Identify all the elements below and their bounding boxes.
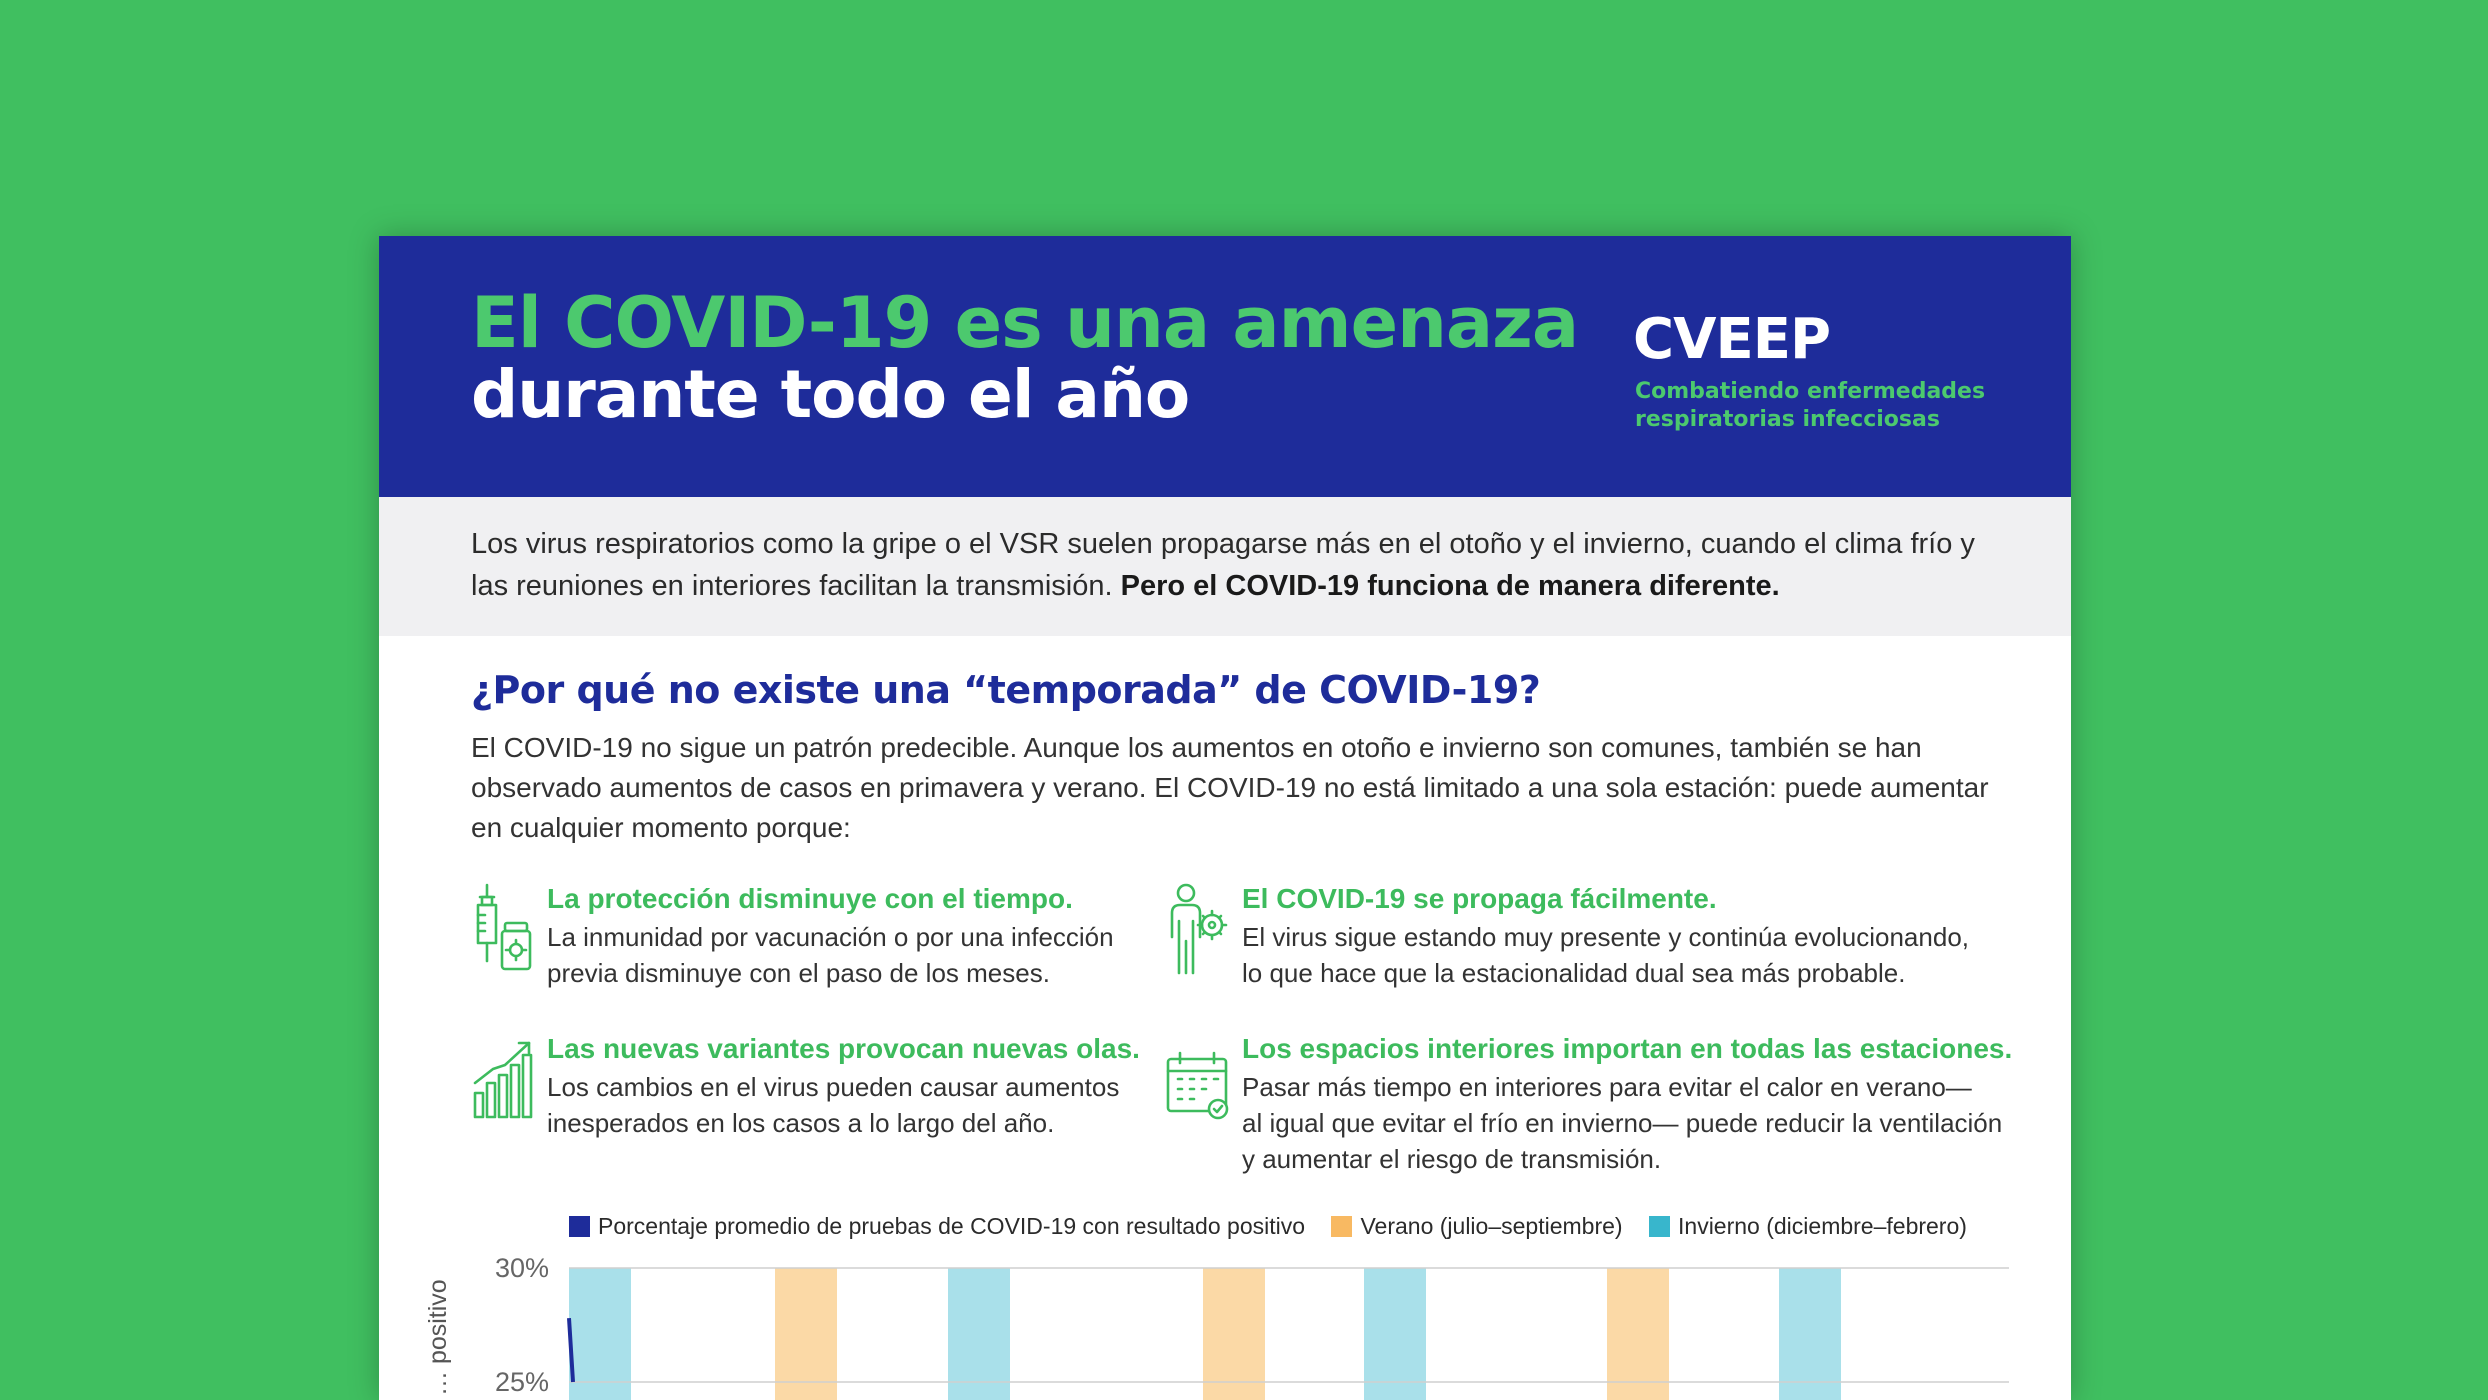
intro-bold-text: Pero el COVID-19 funciona de manera diferente. [1120, 570, 1780, 602]
reason-text-line: y aumentar el riesgo de transmisión. [1242, 1144, 1662, 1174]
section-body: El COVID-19 no sigue un patrón predecible. Aunque los aumentos en otoño e invierno son comunes, también se han observado aumentos de casos en primavera y verano. El COVID-19 no está limitado a una sola estación: puede aumentar en cualquier momento porque: [471, 732, 1989, 843]
reason-text-line: previa disminuye con el paso de los meses. [547, 958, 1050, 988]
reason-text-line: El virus sigue estando muy presente y continúa evolucionando, [1242, 922, 1969, 952]
intro-panel [379, 497, 2071, 636]
calendar-icon [1166, 1031, 1230, 1131]
logo-tagline-line-1: Combatiendo enfermedades [1635, 379, 1986, 404]
chart-legend [569, 1211, 1967, 1241]
legend-label-series: Porcentaje promedio de pruebas de COVID-19 con resultado positivo [598, 1213, 1306, 1239]
winter-band [948, 1268, 1010, 1400]
winter-band [569, 1268, 631, 1400]
winter-band [1364, 1268, 1426, 1400]
reason-title: El COVID-19 se propaga fácilmente. [1242, 883, 1717, 914]
logo-tagline [1635, 378, 2055, 434]
summer-band [775, 1268, 837, 1400]
title-line-1: El COVID-19 es una amenaza [471, 282, 1579, 364]
logo-tagline-line-2: respiratorias infecciosas [1635, 407, 1940, 432]
intro-paragraph [471, 523, 2001, 607]
logo-name: CVEEP [1633, 307, 1830, 372]
y-axis-label: … positivo [424, 1279, 452, 1396]
reason-title: Las nuevas variantes provocan nuevas olas. [547, 1033, 1140, 1064]
rising-chart-icon [471, 1031, 535, 1131]
person-virus-icon [1166, 881, 1230, 981]
reason-text-line: inesperados en los casos a lo largo del año. [547, 1108, 1055, 1138]
reason-title: La protección disminuye con el tiempo. [547, 883, 1073, 914]
legend-swatch-series [569, 1216, 590, 1237]
legend-label-summer: Verano (julio–septiembre) [1360, 1213, 1623, 1239]
reason-text-line: La inmunidad por vacunación o por una infección [547, 922, 1114, 952]
legend-label-winter: Invierno (diciembre–febrero) [1678, 1213, 1967, 1239]
reason-text-line: Pasar más tiempo en interiores para evitar el calor en verano— [1242, 1072, 1972, 1102]
header-banner [379, 236, 2071, 497]
positivity-chart [379, 1246, 2071, 1400]
reason-text-line: Los cambios en el virus pueden causar aumentos [547, 1072, 1120, 1102]
reason-title: Los espacios interiores importan en todas las estaciones. [1242, 1033, 2013, 1064]
reason-text [1242, 1069, 2003, 1177]
y-tick-label: 30% [494, 1253, 549, 1283]
legend-swatch-summer [1331, 1216, 1352, 1237]
legend-item-summer [1331, 1211, 1622, 1241]
summer-band [1607, 1268, 1669, 1400]
reason-text [547, 1069, 1187, 1141]
legend-item-series [569, 1211, 1305, 1241]
reason-text [1242, 919, 1969, 991]
vaccine-icon [471, 881, 535, 981]
reason-text-line: lo que hace que la estacionalidad dual sea más probable. [1242, 958, 1906, 988]
legend-item-winter [1649, 1211, 1967, 1241]
intro-text: Los virus respiratorios como la gripe o el VSR suelen propagarse más en el otoño y el invierno, cuando el clima frío y las reuniones en interiores facilitan la transmisión. [471, 528, 1975, 602]
legend-swatch-winter [1649, 1216, 1670, 1237]
summer-band [1203, 1268, 1265, 1400]
reason-text [547, 919, 1187, 991]
fact-sheet [379, 236, 2071, 1400]
y-tick-label: 25% [494, 1367, 549, 1397]
section-heading: ¿Por qué no existe una “temporada” de COVID-19? [471, 668, 1541, 712]
title-line-2: durante todo el año [471, 356, 1190, 433]
reason-text-line: al igual que evitar el frío en invierno— puede reducir la ventilación [1242, 1108, 2003, 1138]
winter-band [1779, 1268, 1841, 1400]
